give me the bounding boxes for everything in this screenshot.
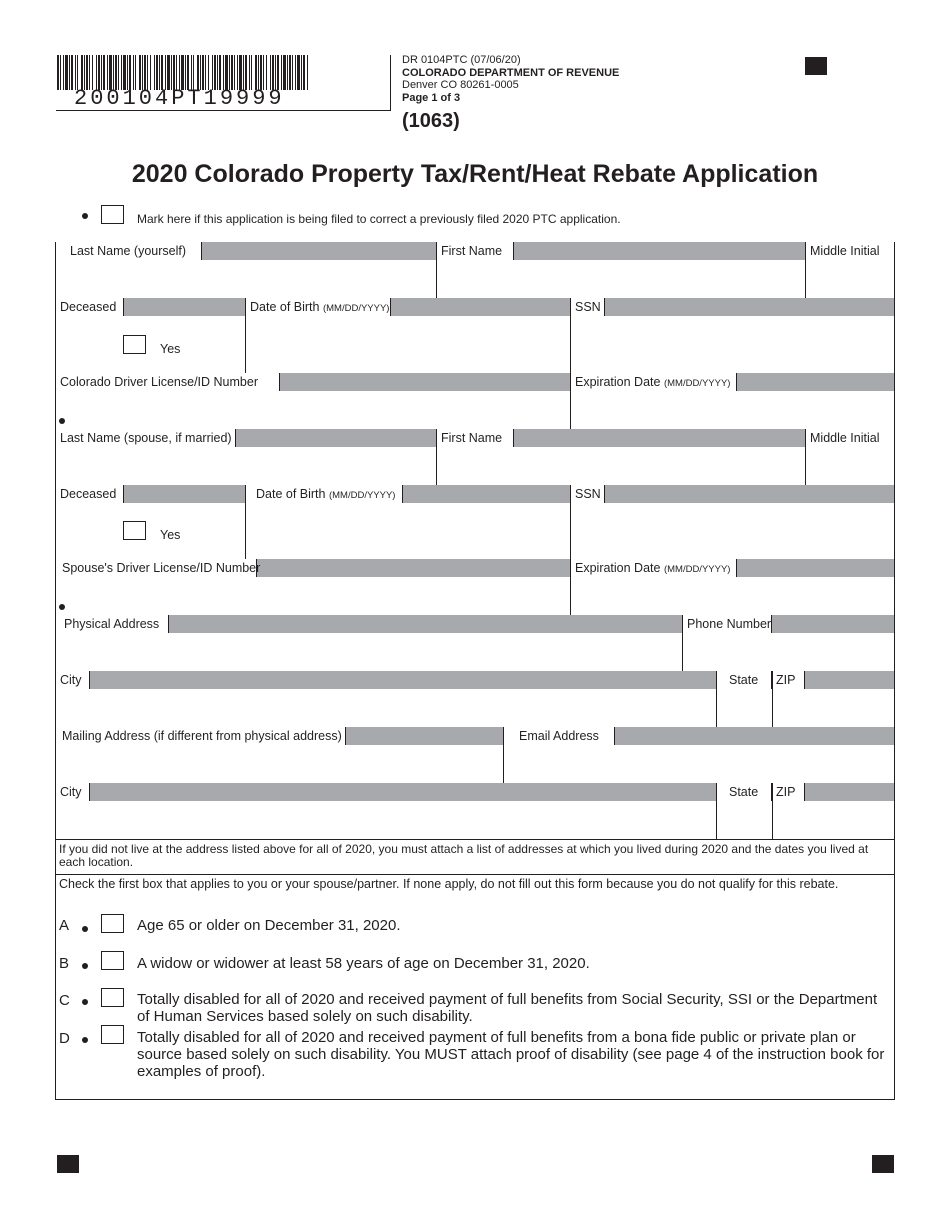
page-indicator: Page 1 of 3 [402,92,461,104]
page-title: 2020 Colorado Property Tax/Rent/Heat Rebate Application [131,160,819,188]
barcode-bar [275,55,276,90]
deceased-label: Deceased [56,298,124,316]
option-a-checkbox[interactable] [101,914,124,933]
zip-label: ZIP [772,671,805,689]
spouse-dob-label-text: Date of Birth [256,487,326,501]
phone-input[interactable] [683,634,894,671]
license-label: Colorado Driver License/ID Number [56,373,280,391]
expiration-format: (MM/DD/YYYY) [663,378,731,389]
form-number: (1063) [402,110,460,132]
barcode-bar [179,55,180,90]
option-c-letter: C [59,992,70,1009]
barcode-bar [167,55,170,90]
expiration-label [570,373,737,391]
barcode-bar [283,55,286,90]
barcode-bar [217,55,218,90]
barcode-bar [96,55,97,90]
ssn-input[interactable] [571,317,894,372]
barcode-bar [69,55,70,90]
option-d-text: Totally disabled for all of 2020 and received payment of full benefits from a bona fide public or private plan or source based solely on such disability. You MUST attach proof of disability (see page 4 of the instruction book for examples of proof). [137,1029,885,1080]
barcode-bar [185,55,186,90]
middle-initial-label: Middle Initial [805,242,894,260]
last-name-label: Last Name (yourself) [56,242,202,260]
barcode-bar [229,55,230,90]
barcode-bar [208,55,209,90]
license-input[interactable] [67,392,569,429]
barcode-bar [60,55,61,90]
barcode-bar [277,55,279,90]
ssn-label: SSN [570,298,605,316]
barcode-bar [263,55,264,90]
first-name-label: First Name [436,242,514,260]
barcode-bar [161,55,163,90]
spouse-expiration-input[interactable] [571,578,894,615]
option-b-letter: B [59,955,70,972]
spouse-middle-initial-input[interactable] [806,448,894,485]
deceased-checkbox[interactable] [123,335,146,354]
dob-label-text: Date of Birth [250,300,320,314]
barcode-bar [118,55,119,90]
barcode-bar [98,55,100,90]
barcode-bar [266,55,267,90]
barcode-bar [101,55,102,90]
barcode-bar [245,55,247,90]
barcode-bar [297,55,300,90]
barcode-bar [142,55,143,90]
email-label: Email Address [503,727,615,745]
barcode-bar [255,55,257,90]
barcode-bar [295,55,296,90]
barcode-bar [147,55,148,90]
barcode-bar [159,55,160,90]
barcode-bar [301,55,302,90]
barcode-bar [212,55,213,90]
barcode-bar [260,55,262,90]
option-b-checkbox[interactable] [101,951,124,970]
expiration-label-text: Expiration Date [575,375,661,389]
spouse-deceased-yes-label: Yes [160,528,181,542]
dob-input[interactable] [246,317,569,372]
label-bar [56,485,894,503]
barcode-bar [249,55,250,90]
city-input[interactable] [57,690,715,727]
mailing-city-input[interactable] [57,802,715,839]
expiration-input[interactable] [571,392,894,429]
barcode-bar [92,55,93,90]
barcode-bar [103,55,105,90]
barcode-bar [197,55,199,90]
barcode-bar [86,55,88,90]
mailing-state-input[interactable] [717,802,771,839]
barcode-bar [193,55,194,90]
form-code: DR 0104PTC (07/06/20) [402,54,521,66]
barcode-bar [63,55,64,90]
spouse-first-name-label: First Name [436,429,514,447]
bullet-icon [59,418,65,424]
barcode-bar [239,55,242,90]
option-d-letter: D [59,1030,70,1047]
barcode-bar [65,55,68,90]
address-note: If you did not live at the address listed above for all of 2020, you must attach a list of addresses at which you lived during 2020 and the dates you lived at each location. [59,842,869,869]
barcode-bar [270,55,271,90]
barcode-bar [173,55,175,90]
divider [56,110,390,111]
barcode-bar [176,55,177,90]
barcode-bar [129,55,131,90]
spouse-license-label: Spouse's Driver License/ID Number [56,559,257,577]
spouse-deceased-label: Deceased [56,485,124,503]
eligibility-instruction: Check the first box that applies to you or your spouse/partner. If none apply, do not fill out this form because you do not qualify for this rebate. [59,877,839,891]
city-label: City [56,671,90,689]
barcode-bar [150,55,151,90]
spouse-expiration-label-text: Expiration Date [575,561,661,575]
barcode-bar [272,55,274,90]
barcode-bar [171,55,172,90]
bullet-icon [59,604,65,610]
barcode-bar [237,55,238,90]
spouse-deceased-checkbox[interactable] [123,521,146,540]
barcode [57,55,309,90]
spouse-first-name-input[interactable] [437,448,804,485]
barcode-bar [109,55,112,90]
barcode-bar [144,55,146,90]
option-c-checkbox[interactable] [101,988,124,1007]
spouse-license-input[interactable] [67,578,569,615]
state-input[interactable] [717,690,771,727]
barcode-bar [156,55,158,90]
mailing-city-label: City [56,783,90,801]
spouse-expiration-format: (MM/DD/YYYY) [663,564,731,575]
barcode-bar [251,55,252,90]
barcode-bar [77,55,78,90]
mailing-state-label: State [716,783,772,801]
barcode-bar [84,55,85,90]
barcode-bar [187,55,189,90]
bullet-icon [82,999,88,1005]
spouse-dob-input[interactable] [246,504,569,559]
divider [390,55,391,111]
spouse-ssn-label: SSN [570,485,605,503]
option-a-letter: A [59,917,70,934]
state-label: State [716,671,772,689]
barcode-bar [154,55,155,90]
barcode-bar [202,55,204,90]
barcode-bar [165,55,166,90]
phone-label: Phone Number [682,615,772,633]
barcode-bar [307,55,308,90]
barcode-bar [81,55,83,90]
barcode-number: 200104PT19999 [74,86,285,111]
deceased-yes-label: Yes [160,342,181,356]
barcode-bar [200,55,201,90]
barcode-bar [205,55,206,90]
barcode-bar [214,55,216,90]
bullet-icon [82,213,88,219]
barcode-bar [133,55,134,90]
barcode-bar [292,55,293,90]
barcode-bar [107,55,108,90]
barcode-bar [281,55,282,90]
physical-address-label: Physical Address [56,615,169,633]
middle-initial-input[interactable] [806,261,894,298]
spouse-dob-format: (MM/DD/YYYY) [328,490,396,501]
spouse-last-name-label: Last Name (spouse, if married) [56,429,236,447]
barcode-bar [303,55,305,90]
department-address: Denver CO 80261-0005 [402,79,519,91]
barcode-bar [113,55,114,90]
barcode-bar [231,55,233,90]
barcode-bar [219,55,221,90]
zip-input[interactable] [773,690,894,727]
spouse-last-name-input[interactable] [57,448,435,485]
bullet-icon [82,963,88,969]
mailing-address-label: Mailing Address (if different from physical address) [56,727,346,745]
spouse-middle-initial-label: Middle Initial [805,429,894,447]
barcode-bar [121,55,122,90]
barcode-bar [223,55,224,90]
dob-format: (MM/DD/YYYY) [322,303,390,314]
mailing-address-input[interactable] [57,746,502,783]
barcode-bar [71,55,73,90]
barcode-bar [234,55,235,90]
amended-checkbox[interactable] [101,205,124,224]
spouse-expiration-label [570,559,737,577]
spouse-dob-label [245,485,403,503]
barcode-bar [123,55,126,90]
registration-mark [872,1155,894,1173]
mailing-zip-input[interactable] [773,802,894,839]
bullet-icon [82,1037,88,1043]
spouse-ssn-input[interactable] [571,504,894,559]
mailing-zip-label: ZIP [772,783,805,801]
barcode-bar [89,55,90,90]
barcode-bar [127,55,128,90]
option-d-checkbox[interactable] [101,1025,124,1044]
label-bar [56,298,894,316]
barcode-bar [135,55,136,90]
last-name-input[interactable] [57,261,435,298]
barcode-bar [243,55,244,90]
email-input[interactable] [504,746,894,783]
barcode-bar [287,55,288,90]
first-name-input[interactable] [437,261,804,298]
physical-address-input[interactable] [57,634,681,671]
bullet-icon [82,926,88,932]
barcode-bar [75,55,76,90]
barcode-bar [258,55,259,90]
barcode-bar [57,55,59,90]
barcode-bar [289,55,291,90]
barcode-bar [225,55,228,90]
registration-mark [57,1155,79,1173]
option-a-text: Age 65 or older on December 31, 2020. [137,917,401,934]
barcode-bar [115,55,117,90]
amended-label: Mark here if this application is being filed to correct a previously filed 2020 PTC application. [137,212,621,226]
option-b-text: A widow or widower at least 58 years of age on December 31, 2020. [137,955,590,972]
option-c-text: Totally disabled for all of 2020 and received payment of full benefits from Social Security, SSI or the Department of Human Services based solely on such disability. [137,991,878,1025]
barcode-bar [181,55,184,90]
dob-label [245,298,391,316]
registration-mark [805,57,827,75]
barcode-bar [191,55,192,90]
barcode-bar [139,55,141,90]
department-name: COLORADO DEPARTMENT OF REVENUE [402,67,620,79]
